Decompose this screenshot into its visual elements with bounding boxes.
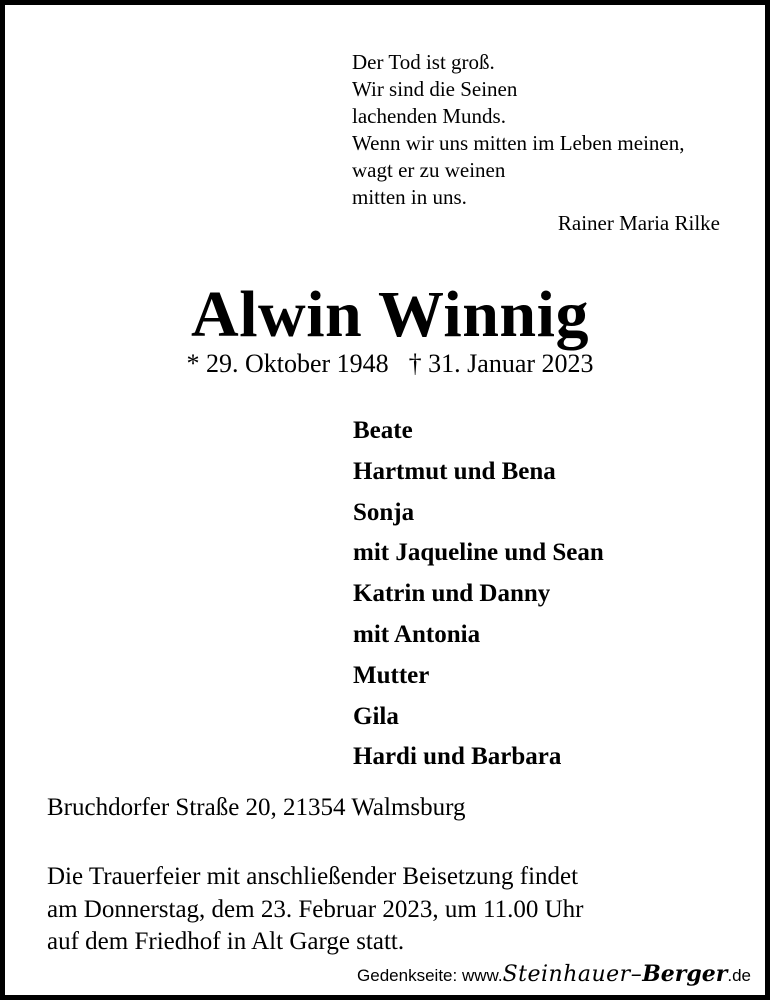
family-member: Hardi und Barbara	[353, 743, 562, 771]
family-member: mit Jaqueline und Sean	[353, 539, 604, 567]
brand-logo-part1: Steinhauer	[502, 962, 631, 987]
poem-line: mitten in uns.	[352, 185, 467, 209]
deceased-name: Alwin Winnig	[191, 278, 589, 351]
family-list	[353, 411, 604, 778]
family-member: Sonja	[353, 498, 415, 526]
service-line: Die Trauerfeier mit anschließender Beisetzung findet	[47, 863, 579, 890]
poem	[352, 49, 684, 211]
life-dates	[5, 347, 770, 381]
service-info	[47, 861, 583, 959]
family-member: Gila	[353, 702, 399, 730]
brand-logo-separator: –	[630, 962, 643, 987]
family-member: Mutter	[353, 661, 430, 689]
poem-line: Der Tod ist groß.	[352, 50, 495, 74]
memorial-page-link[interactable]	[357, 960, 751, 990]
poem-author: Rainer Maria Rilke	[557, 211, 720, 235]
brand-logo-part2: Berger	[642, 961, 728, 987]
poem-line: wagt er zu weinen	[352, 158, 506, 182]
birth-date: * 29. Oktober 1948	[186, 349, 389, 378]
poem-line: lachenden Munds.	[352, 104, 506, 128]
family-member: mit Antonia	[353, 620, 481, 648]
footer-prefix: Gedenkseite: www.	[357, 966, 503, 985]
footer-suffix: .de	[727, 966, 751, 985]
address: Bruchdorfer Straße 20, 21354 Walmsburg	[47, 794, 466, 821]
service-line: auf dem Friedhof in Alt Garge statt.	[47, 928, 405, 955]
family-member: Beate	[353, 417, 413, 444]
poem-line: Wir sind die Seinen	[352, 77, 518, 101]
service-line: am Donnerstag, dem 23. Februar 2023, um 11.00 Uhr	[47, 895, 584, 923]
family-member: Katrin und Danny	[353, 580, 551, 608]
death-date: † 31. Januar 2023	[408, 349, 594, 378]
poem-line: Wenn wir uns mitten im Leben meinen,	[352, 131, 685, 155]
family-member: Hartmut und Bena	[353, 457, 556, 485]
